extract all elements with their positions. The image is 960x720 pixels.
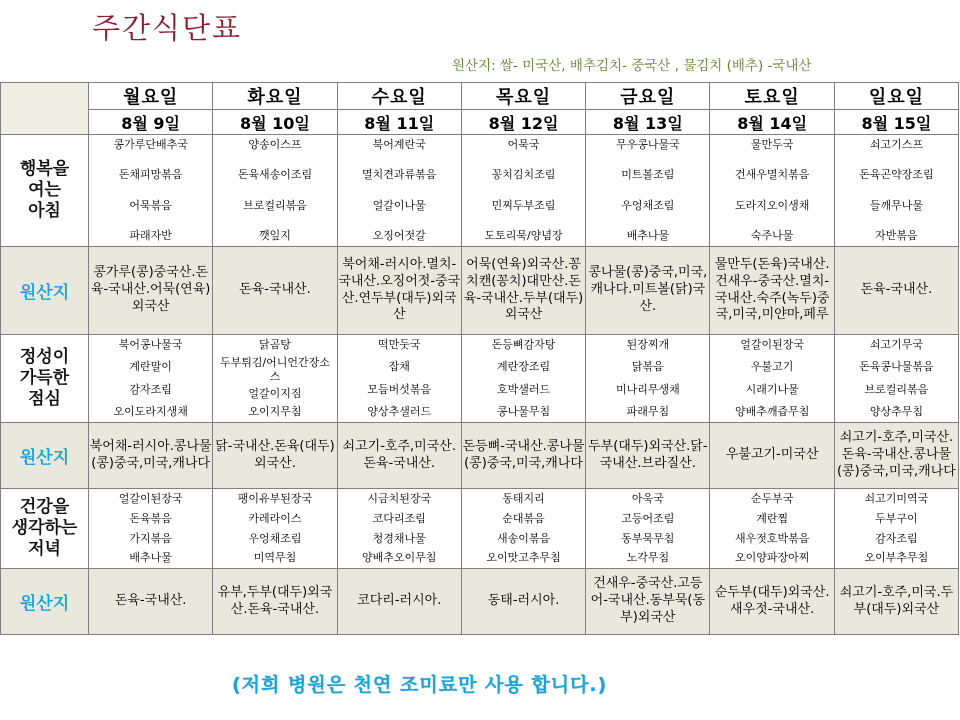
menu-item-list bbox=[835, 135, 958, 246]
menu-item: 꽁치김치조림 bbox=[491, 168, 556, 182]
menu-item: 두부튀김/어니언간장소스 bbox=[219, 355, 330, 383]
breakfast-origin-tue: 돈육-국내산. bbox=[213, 247, 337, 335]
dinner-menu-sun bbox=[834, 489, 958, 569]
menu-item: 콩가루단배추국 bbox=[113, 138, 188, 151]
menu-item-list bbox=[213, 335, 336, 422]
menu-item: 가지볶음 bbox=[129, 531, 172, 545]
lunch-menu-row bbox=[1, 335, 959, 423]
dinner-label-line: 생각하는 bbox=[11, 518, 78, 539]
lunch-label-line: 점심 bbox=[28, 388, 61, 409]
menu-item: 어묵볶음 bbox=[129, 198, 172, 212]
menu-item: 돈육볶음 bbox=[129, 511, 172, 525]
menu-item-list bbox=[462, 135, 585, 246]
dinner-origin-mon: 돈육-국내산. bbox=[89, 569, 213, 635]
menu-item: 닭곰탕 bbox=[259, 338, 291, 351]
day-name-sat: 토요일 bbox=[710, 83, 834, 110]
menu-item: 두부구이 bbox=[875, 511, 918, 525]
dinner-origin-label: 원산지 bbox=[1, 569, 89, 635]
breakfast-menu-wed bbox=[337, 135, 461, 247]
dinner-label-line: 건강을 bbox=[19, 497, 70, 518]
menu-item: 오이양파장아찌 bbox=[734, 551, 810, 565]
menu-item: 우엉채조림 bbox=[248, 531, 302, 545]
menu-item: 미역무침 bbox=[253, 551, 297, 565]
dinner-origin-row bbox=[1, 569, 959, 635]
menu-item: 얼갈이된장국 bbox=[740, 338, 805, 351]
menu-item: 오이부추무침 bbox=[864, 551, 929, 565]
menu-item: 양상추무침 bbox=[869, 405, 923, 419]
header-corner-cell bbox=[1, 83, 89, 135]
menu-item-list bbox=[835, 489, 958, 568]
breakfast-origin-row bbox=[1, 247, 959, 335]
date-thu: 8월 12일 bbox=[461, 110, 585, 135]
menu-item: 돈등뼈감자탕 bbox=[491, 338, 556, 351]
menu-item: 돈육새송이조림 bbox=[237, 168, 313, 182]
menu-item: 시래기나물 bbox=[745, 382, 799, 396]
lunch-label-line: 가득한 bbox=[19, 368, 70, 389]
menu-item: 시금치된장국 bbox=[367, 492, 432, 505]
menu-item-list bbox=[710, 335, 833, 422]
menu-item: 돈채피망볶음 bbox=[118, 168, 183, 182]
lunch-menu-fri bbox=[586, 335, 710, 423]
menu-item: 호박샐러드 bbox=[496, 382, 551, 396]
menu-item: 숙주나물 bbox=[750, 229, 794, 243]
lunch-origin-sun: 쇠고기-호주,미국산.돈육-국내산.콩나물(콩)중국,미국,캐나다 bbox=[834, 423, 958, 489]
menu-item-list bbox=[835, 335, 958, 422]
menu-item: 배추나물 bbox=[129, 551, 172, 565]
menu-item: 계란말이 bbox=[129, 360, 172, 374]
dinner-origin-wed: 코다리-러시아. bbox=[337, 569, 461, 635]
menu-item: 민찌두부조림 bbox=[491, 198, 556, 212]
menu-item: 얼갈이나물 bbox=[372, 198, 426, 212]
dinner-origin-sat: 순두부(대두)외국산.새우젓-국내산. bbox=[710, 569, 834, 635]
menu-item: 닭볶음 bbox=[631, 360, 664, 374]
dinner-menu-wed bbox=[337, 489, 461, 569]
menu-item-list bbox=[710, 135, 833, 246]
dinner-menu-mon bbox=[89, 489, 213, 569]
menu-item: 오이맛고추무침 bbox=[486, 551, 561, 565]
dinner-menu-tue bbox=[213, 489, 337, 569]
menu-item: 배추나물 bbox=[626, 229, 670, 243]
breakfast-label bbox=[1, 135, 89, 247]
menu-item: 감자조림 bbox=[129, 382, 172, 396]
menu-item: 브로컬리볶음 bbox=[864, 382, 929, 396]
menu-item: 오징어젓갈 bbox=[372, 229, 426, 243]
menu-item-list bbox=[586, 135, 709, 246]
menu-item-list bbox=[462, 489, 585, 568]
dinner-menu-fri bbox=[586, 489, 710, 569]
breakfast-origin-fri: 콩나물(콩)중국,미국,캐나다.미트볼(닭)국산. bbox=[586, 247, 710, 335]
breakfast-label-line: 행복을 bbox=[19, 159, 70, 180]
menu-item: 오이지무침 bbox=[248, 405, 302, 419]
breakfast-origin-sun: 돈육-국내산. bbox=[834, 247, 958, 335]
menu-item: 어묵국 bbox=[507, 138, 540, 151]
menu-item: 파래무침 bbox=[626, 405, 670, 419]
lunch-menu-tue bbox=[213, 335, 337, 423]
day-name-fri: 금요일 bbox=[586, 83, 710, 110]
lunch-menu-sun bbox=[834, 335, 958, 423]
menu-item: 된장찌개 bbox=[626, 338, 670, 351]
date-tue: 8월 10일 bbox=[213, 110, 337, 135]
menu-item: 우불고기 bbox=[750, 360, 794, 374]
menu-item-list bbox=[89, 489, 212, 568]
rice-kimchi-origin-note: 원산지: 쌀- 미국산, 배추김치- 중국산 , 물김치 (배추) -국내산 bbox=[452, 58, 812, 74]
dinner-menu-sat bbox=[710, 489, 834, 569]
lunch-menu-wed bbox=[337, 335, 461, 423]
menu-item-list bbox=[338, 335, 461, 422]
menu-item-list bbox=[586, 489, 709, 568]
day-name-sun: 일요일 bbox=[834, 83, 958, 110]
menu-item: 양송이스프 bbox=[248, 138, 302, 151]
lunch-label-line: 정성이 bbox=[19, 347, 70, 368]
lunch-menu-thu bbox=[461, 335, 585, 423]
menu-item-list bbox=[338, 489, 461, 568]
lunch-label bbox=[1, 335, 89, 423]
menu-item: 계란찜 bbox=[756, 511, 789, 525]
menu-item: 도토리묵/양념장 bbox=[484, 229, 563, 243]
breakfast-menu-tue bbox=[213, 135, 337, 247]
dinner-origin-thu: 동태-러시아. bbox=[461, 569, 585, 635]
menu-item: 자반볶음 bbox=[875, 229, 918, 243]
day-name-thu: 목요일 bbox=[461, 83, 585, 110]
breakfast-origin-wed: 북어채-러시아.멸치-국내산.오징어젓-중국산.연두부(대두)외국산 bbox=[337, 247, 461, 335]
menu-item: 양배추오이무침 bbox=[362, 551, 437, 565]
menu-item: 무우콩나물국 bbox=[615, 138, 680, 151]
day-name-row bbox=[1, 83, 959, 110]
menu-item: 건새우멸치볶음 bbox=[734, 168, 810, 182]
menu-item: 브로컬리볶음 bbox=[243, 198, 307, 212]
breakfast-origin-label: 원산지 bbox=[1, 247, 89, 335]
menu-item: 떡만둣국 bbox=[377, 338, 421, 351]
day-name-tue: 화요일 bbox=[213, 83, 337, 110]
menu-item: 감자조림 bbox=[875, 531, 918, 545]
breakfast-menu-sat bbox=[710, 135, 834, 247]
lunch-menu-sat bbox=[710, 335, 834, 423]
date-sun: 8월 15일 bbox=[834, 110, 958, 135]
weekly-menu-table bbox=[0, 82, 959, 635]
menu-item: 오이도라지생채 bbox=[113, 405, 188, 419]
menu-item: 북어콩나물국 bbox=[118, 338, 183, 351]
breakfast-menu-fri bbox=[586, 135, 710, 247]
menu-item: 잡채 bbox=[388, 360, 410, 374]
menu-item: 쇠고기무국 bbox=[869, 338, 923, 351]
menu-item: 멸치견과류볶음 bbox=[362, 168, 437, 182]
menu-item: 순대볶음 bbox=[502, 511, 545, 525]
breakfast-label-line: 여는 bbox=[28, 180, 61, 201]
breakfast-origin-sat: 물만두(돈육)국내산.건새우-중국산.멸치-국내산.숙주(녹두)중국,미국,미얀마,페루 bbox=[710, 247, 834, 335]
breakfast-menu-row bbox=[1, 135, 959, 247]
menu-item: 미트볼조림 bbox=[621, 168, 675, 182]
menu-item: 동부묵무침 bbox=[621, 531, 675, 545]
menu-item: 카레라이스 bbox=[248, 511, 302, 525]
menu-item-list bbox=[89, 135, 212, 246]
menu-item: 쇠고기스프 bbox=[869, 138, 923, 151]
lunch-origin-label: 원산지 bbox=[1, 423, 89, 489]
breakfast-menu-mon bbox=[89, 135, 213, 247]
menu-item: 양배추깨즙무침 bbox=[734, 405, 810, 419]
menu-item: 양상추샐러드 bbox=[367, 405, 432, 419]
breakfast-origin-mon: 콩가루(콩)중국산.돈육-국내산.어묵(연육)외국산 bbox=[89, 247, 213, 335]
date-sat: 8월 14일 bbox=[710, 110, 834, 135]
date-mon: 8월 9일 bbox=[89, 110, 213, 135]
menu-item: 아욱국 bbox=[631, 492, 664, 505]
menu-item: 북어계란국 bbox=[372, 138, 426, 151]
dinner-origin-fri: 건새우-중국산.고등어-국내산.동부묵(동부)외국산 bbox=[586, 569, 710, 635]
lunch-origin-sat: 우불고기-미국산 bbox=[710, 423, 834, 489]
dinner-label-line: 저녁 bbox=[28, 538, 61, 559]
dinner-menu-row bbox=[1, 489, 959, 569]
lunch-origin-row bbox=[1, 423, 959, 489]
menu-item: 얼갈이된장국 bbox=[118, 492, 183, 505]
page-title: 주간식단표 bbox=[92, 11, 243, 45]
dinner-origin-tue: 유부,두부(대두)외국산.돈육-국내산. bbox=[213, 569, 337, 635]
menu-item: 새송이볶음 bbox=[496, 531, 551, 545]
menu-item: 들깨무나물 bbox=[869, 198, 923, 212]
menu-item: 쇠고기미역국 bbox=[864, 492, 929, 505]
menu-item: 미나리무생채 bbox=[615, 382, 680, 396]
natural-seasoning-banner: (저희 병원은 천연 조미료만 사용 합니다.) bbox=[232, 674, 608, 696]
menu-item: 코다리조림 bbox=[372, 511, 426, 525]
menu-item-list bbox=[213, 135, 336, 246]
lunch-origin-thu: 돈등뼈-국내산.콩나물(콩)중국,미국,캐나다 bbox=[461, 423, 585, 489]
lunch-origin-tue: 닭-국내산.돈육(대두)외국산. bbox=[213, 423, 337, 489]
menu-item: 순두부국 bbox=[750, 492, 794, 505]
menu-item: 우엉채조림 bbox=[621, 198, 675, 212]
menu-item: 노각무침 bbox=[626, 551, 670, 565]
date-fri: 8월 13일 bbox=[586, 110, 710, 135]
menu-item: 물만두국 bbox=[750, 138, 794, 151]
day-name-wed: 수요일 bbox=[337, 83, 461, 110]
menu-item: 계란장조림 bbox=[496, 360, 551, 374]
menu-item: 팽이유부된장국 bbox=[237, 492, 313, 505]
menu-item: 돈육곤약장조림 bbox=[859, 168, 934, 182]
dinner-label bbox=[1, 489, 89, 569]
menu-item: 새우젓호박볶음 bbox=[734, 531, 810, 545]
menu-item: 청경채나물 bbox=[372, 531, 426, 545]
menu-item: 모듬버섯볶음 bbox=[367, 382, 432, 396]
date-wed: 8월 11일 bbox=[337, 110, 461, 135]
lunch-origin-wed: 쇠고기-호주,미국산.돈육-국내산. bbox=[337, 423, 461, 489]
dinner-origin-sun: 쇠고기-호주,미국.두부(대두)외국산 bbox=[834, 569, 958, 635]
menu-item-list bbox=[213, 489, 336, 568]
menu-item-list bbox=[710, 489, 833, 568]
day-name-mon: 월요일 bbox=[89, 83, 213, 110]
menu-item: 도라지오이생채 bbox=[734, 198, 810, 212]
menu-item-list bbox=[586, 335, 709, 422]
lunch-origin-mon: 북어채-러시아.콩나물(콩)중국,미국,캐나다 bbox=[89, 423, 213, 489]
date-row bbox=[1, 110, 959, 135]
dinner-menu-thu bbox=[461, 489, 585, 569]
menu-item: 돈육콩나물볶음 bbox=[859, 360, 934, 374]
menu-item-list bbox=[338, 135, 461, 246]
menu-item: 동태지리 bbox=[502, 492, 545, 505]
menu-item: 깻잎지 bbox=[259, 229, 291, 243]
breakfast-origin-thu: 어묵(연육)외국산.꽁치캔(꽁치)대만산.돈육-국내산.두부(대두)외국산 bbox=[461, 247, 585, 335]
menu-item: 고등어조림 bbox=[621, 511, 675, 525]
menu-item: 파래자반 bbox=[129, 229, 172, 243]
menu-item: 콩나물무침 bbox=[496, 405, 551, 419]
menu-item: 얼갈이지짐 bbox=[248, 387, 302, 401]
breakfast-menu-sun bbox=[834, 135, 958, 247]
breakfast-menu-thu bbox=[461, 135, 585, 247]
lunch-menu-mon bbox=[89, 335, 213, 423]
breakfast-label-line: 아침 bbox=[28, 200, 61, 221]
menu-item-list bbox=[462, 335, 585, 422]
lunch-origin-fri: 두부(대두)외국산.닭-국내산.브라질산. bbox=[586, 423, 710, 489]
menu-item-list bbox=[89, 335, 212, 422]
